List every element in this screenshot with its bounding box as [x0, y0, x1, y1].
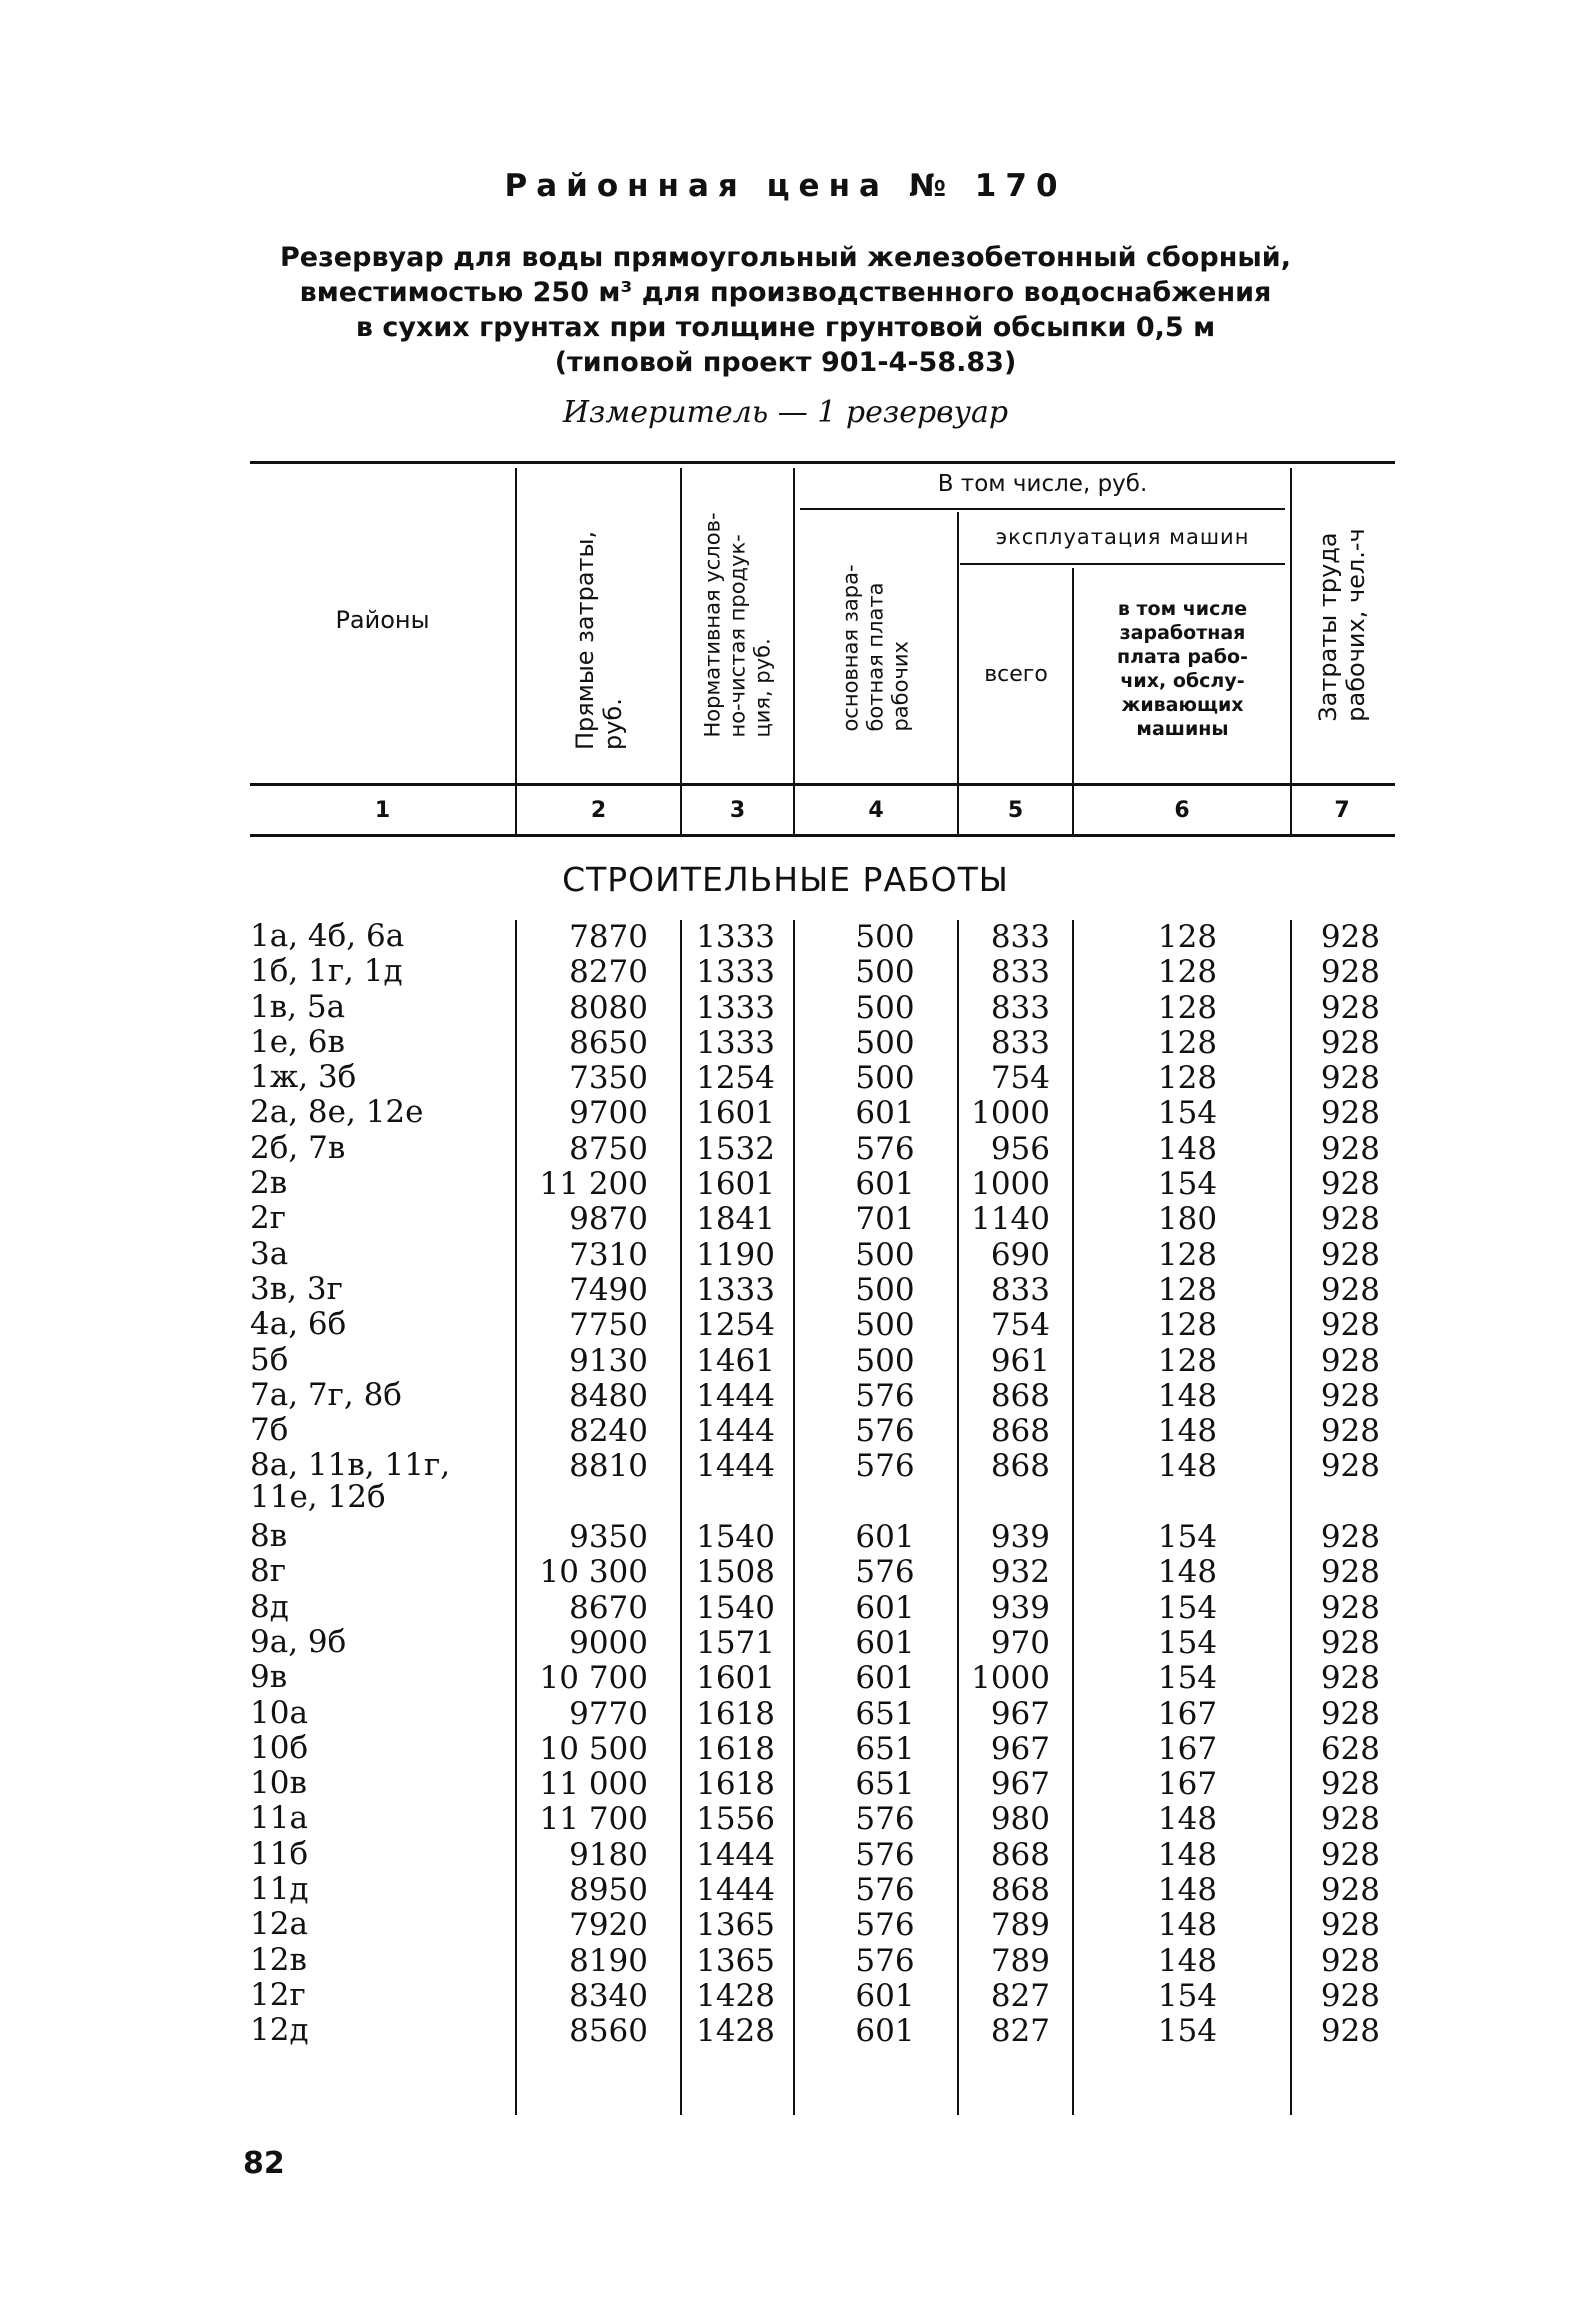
cell-region: 5б [250, 1341, 289, 1378]
cell-wages: 601 [855, 1095, 915, 1132]
table-row [0, 1270, 1571, 1308]
cell-normative: 1333 [696, 1024, 775, 1061]
table-row [0, 1976, 1571, 2014]
cell-machines-total: 1000 [971, 1166, 1050, 1203]
cell-region: 11б [250, 1835, 309, 1872]
cell-direct: 7490 [569, 1271, 648, 1308]
cell-region: 10а [250, 1694, 308, 1731]
cell-labor: 928 [1320, 1942, 1380, 1979]
cell-labor: 928 [1320, 1695, 1380, 1732]
cell-wages: 500 [855, 1024, 915, 1061]
cell-direct: 8560 [569, 2013, 648, 2050]
cell-region: 8в [250, 1518, 288, 1555]
cell-region: 12д [250, 2012, 309, 2049]
table-row [0, 1694, 1571, 1732]
cell-normative: 1618 [696, 1730, 775, 1767]
cell-wages: 500 [855, 1060, 915, 1097]
cell-region: 7б [250, 1412, 289, 1449]
cell-machines-total: 970 [990, 1624, 1050, 1661]
cell-normative: 1444 [696, 1836, 775, 1873]
cell-machine-wages: 180 [1157, 1201, 1218, 1238]
cell-region: 11д [250, 1871, 309, 1908]
measure-unit: Измеритель — 1 резервуар [562, 395, 1009, 430]
cell-machines-total: 789 [990, 1942, 1050, 1979]
header-labor-costs: Затраты труда рабочих, чел.-ч [1314, 528, 1370, 722]
cell-machines-total: 833 [990, 1024, 1050, 1061]
cell-normative: 1461 [696, 1342, 775, 1379]
cell-region: 3в, 3г [250, 1270, 343, 1307]
cell-machines-total: 833 [990, 954, 1050, 991]
cell-direct: 10 500 [539, 1730, 648, 1767]
column-number: 5 [1007, 798, 1024, 823]
cell-labor: 928 [1320, 1977, 1380, 2014]
cell-region: 1а, 4б, 6а [250, 918, 405, 954]
cell-region: 8а, 11в, 11г, 11е, 12б [250, 1447, 451, 1516]
cell-region: 12г [250, 1976, 306, 2013]
cell-machine-wages: 128 [1157, 1060, 1218, 1097]
cell-machines-total: 754 [990, 1307, 1050, 1344]
cell-direct: 11 200 [539, 1166, 648, 1203]
cell-machines-total: 939 [990, 1589, 1050, 1626]
table-row [0, 1449, 1571, 1520]
cell-wages: 500 [855, 1236, 915, 1273]
cell-machines-total: 868 [990, 1413, 1050, 1450]
column-number: 2 [590, 798, 607, 823]
cell-wages: 500 [855, 919, 915, 955]
cell-direct: 7870 [569, 919, 648, 955]
cell-direct: 11 000 [539, 1766, 648, 1803]
cell-labor: 928 [1320, 1448, 1380, 1485]
cell-wages: 576 [855, 1554, 915, 1591]
cell-machines-total: 956 [990, 1130, 1050, 1167]
table-body [0, 920, 1571, 2050]
header-machines-total: всего [984, 662, 1048, 687]
cell-region: 1ж, 3б [250, 1059, 357, 1096]
column-number: 3 [729, 798, 746, 823]
table-row [0, 1661, 1571, 1696]
cell-direct: 8750 [569, 1130, 648, 1167]
table-row [0, 1767, 1571, 1802]
cell-region: 10б [250, 1729, 309, 1766]
cell-normative: 1532 [696, 1130, 775, 1167]
cell-machine-wages: 128 [1157, 1024, 1218, 1061]
cell-machines-total: 833 [990, 989, 1050, 1026]
cell-machine-wages: 148 [1157, 1907, 1218, 1944]
cell-direct: 10 300 [539, 1554, 648, 1591]
cell-labor: 928 [1320, 1872, 1380, 1909]
cell-normative: 1254 [696, 1307, 775, 1344]
cell-labor: 928 [1320, 1271, 1380, 1308]
cell-machine-wages: 128 [1157, 1236, 1218, 1273]
subtitle-line: в сухих грунтах при толщине грунтовой обсыпки 0,5 м [355, 312, 1216, 343]
cell-wages: 500 [855, 1342, 915, 1379]
cell-labor: 928 [1320, 1201, 1380, 1238]
cell-labor: 928 [1320, 1377, 1380, 1414]
cell-region: 9в [250, 1659, 288, 1696]
cell-wages: 601 [855, 2013, 915, 2050]
cell-direct: 8270 [569, 954, 648, 991]
cell-direct: 9130 [569, 1342, 648, 1379]
cell-wages: 576 [855, 1413, 915, 1450]
cell-region: 1в, 5а [250, 988, 346, 1025]
cell-wages: 500 [855, 1307, 915, 1344]
cell-wages: 500 [855, 989, 915, 1026]
header-machine-operation: эксплуатация машин [995, 525, 1250, 549]
cell-direct: 9870 [569, 1201, 648, 1238]
cell-direct: 9770 [569, 1695, 648, 1732]
cell-region: 11а [250, 1800, 308, 1837]
cell-labor: 928 [1320, 954, 1380, 991]
cell-machine-wages: 148 [1157, 1130, 1218, 1167]
table-row [0, 1623, 1571, 1661]
table-top-rule [250, 461, 1395, 464]
cell-normative: 1190 [696, 1236, 775, 1273]
cell-normative: 1841 [696, 1201, 775, 1238]
cell-normative: 1444 [696, 1872, 775, 1909]
cell-machine-wages: 154 [1157, 1624, 1218, 1661]
cell-machines-total: 827 [990, 2013, 1050, 2050]
cell-labor: 928 [1320, 1166, 1380, 1203]
cell-wages: 601 [855, 1660, 915, 1697]
subtitle-line: (типовой проект 901-4-58.83) [554, 347, 1017, 378]
cell-wages: 500 [855, 1271, 915, 1308]
cell-labor: 928 [1320, 1624, 1380, 1661]
cell-machine-wages: 148 [1157, 1872, 1218, 1909]
cell-machines-total: 932 [990, 1554, 1050, 1591]
cell-machine-wages: 128 [1157, 1271, 1218, 1308]
cell-direct: 8340 [569, 1977, 648, 2014]
table-row [0, 1129, 1571, 1167]
cell-labor: 928 [1320, 1236, 1380, 1273]
machines-rule [960, 563, 1285, 565]
cell-wages: 651 [855, 1766, 915, 1803]
cell-region: 10в [250, 1765, 307, 1802]
header-group-including: В том числе, руб. [937, 471, 1148, 497]
cell-machine-wages: 154 [1157, 1095, 1218, 1132]
cell-region: 12в [250, 1941, 307, 1978]
cell-wages: 601 [855, 1977, 915, 2014]
cell-labor: 928 [1320, 2013, 1380, 2050]
header-direct-costs: Прямые затраты, руб. [570, 530, 627, 750]
table-row [0, 1729, 1571, 1767]
cell-normative: 1333 [696, 989, 775, 1026]
cell-machine-wages: 167 [1157, 1766, 1218, 1803]
cell-region: 3а [250, 1235, 289, 1272]
group-rule [800, 508, 1285, 510]
cell-wages: 576 [855, 1130, 915, 1167]
cell-normative: 1444 [696, 1413, 775, 1450]
cell-normative: 1428 [696, 2013, 775, 2050]
cell-wages: 601 [855, 1166, 915, 1203]
cell-region: 8г [250, 1553, 286, 1590]
cell-normative: 1601 [696, 1095, 775, 1132]
cell-region: 8д [250, 1588, 289, 1625]
table-row [0, 1308, 1571, 1343]
cell-normative: 1571 [696, 1624, 775, 1661]
cell-normative: 1444 [696, 1377, 775, 1414]
cell-normative: 1428 [696, 1977, 775, 2014]
column-number-rule [250, 834, 1395, 837]
cell-direct: 7920 [569, 1907, 648, 1944]
cell-wages: 601 [855, 1589, 915, 1626]
cell-normative: 1444 [696, 1448, 775, 1485]
cell-machines-total: 868 [990, 1872, 1050, 1909]
cell-machine-wages: 148 [1157, 1554, 1218, 1591]
cell-machine-wages: 148 [1157, 1377, 1218, 1414]
header-normative-production: Нормативная услов- но-чистая продук- ция, руб. [700, 512, 774, 738]
cell-machine-wages: 128 [1157, 1307, 1218, 1344]
table-row [0, 1167, 1571, 1202]
cell-normative: 1540 [696, 1589, 775, 1626]
cell-region: 1б, 1г, 1д [250, 953, 403, 990]
cell-labor: 928 [1320, 1130, 1380, 1167]
cell-machines-total: 1000 [971, 1095, 1050, 1132]
cell-normative: 1333 [696, 919, 775, 955]
cell-normative: 1618 [696, 1766, 775, 1803]
cell-wages: 576 [855, 1942, 915, 1979]
cell-direct: 8080 [569, 989, 648, 1026]
cell-direct: 9000 [569, 1624, 648, 1661]
cell-normative: 1333 [696, 954, 775, 991]
column-number: 6 [1174, 798, 1190, 823]
cell-direct: 8650 [569, 1024, 648, 1061]
cell-normative: 1365 [696, 1942, 775, 1979]
header-bottom-rule [250, 783, 1395, 786]
cell-machines-total: 967 [990, 1766, 1050, 1803]
table-row [0, 1096, 1571, 1131]
cell-labor: 928 [1320, 1801, 1380, 1838]
cell-machines-total: 1140 [971, 1201, 1050, 1238]
column-divider [957, 512, 959, 834]
cell-machine-wages: 154 [1157, 1519, 1218, 1556]
column-divider [1072, 568, 1074, 834]
cell-machine-wages: 154 [1157, 1166, 1218, 1203]
cell-machine-wages: 154 [1157, 1589, 1218, 1626]
table-row [0, 1376, 1571, 1414]
cell-region: 2в [250, 1165, 288, 1202]
price-title: Районная цена № 170 [504, 168, 1067, 204]
cell-machines-total: 868 [990, 1448, 1050, 1485]
cell-machine-wages: 148 [1157, 1413, 1218, 1450]
cell-labor: 928 [1320, 1589, 1380, 1626]
cell-normative: 1254 [696, 1060, 775, 1097]
table-row [0, 1023, 1571, 1061]
cell-labor: 928 [1320, 1060, 1380, 1097]
cell-wages: 701 [855, 1201, 915, 1238]
cell-normative: 1365 [696, 1907, 775, 1944]
cell-labor: 928 [1320, 1907, 1380, 1944]
cell-labor: 928 [1320, 919, 1380, 955]
cell-machine-wages: 128 [1157, 919, 1218, 955]
cell-machine-wages: 154 [1157, 2013, 1218, 2050]
cell-labor: 928 [1320, 1836, 1380, 1873]
column-number: 1 [374, 798, 391, 823]
cell-labor: 928 [1320, 1519, 1380, 1556]
table-row [0, 2014, 1571, 2049]
subtitle-line: Резервуар для воды прямоугольный железобетонный сборный, [280, 242, 1291, 273]
cell-wages: 601 [855, 1519, 915, 1556]
cell-machines-total: 789 [990, 1907, 1050, 1944]
cell-region: 1е, 6в [250, 1023, 345, 1060]
cell-wages: 576 [855, 1872, 915, 1909]
cell-normative: 1601 [696, 1166, 775, 1203]
cell-wages: 500 [855, 954, 915, 991]
cell-normative: 1508 [696, 1554, 775, 1591]
cell-machine-wages: 128 [1157, 1342, 1218, 1379]
cell-wages: 601 [855, 1624, 915, 1661]
cell-machine-wages: 148 [1157, 1942, 1218, 1979]
cell-labor: 928 [1320, 1095, 1380, 1132]
cell-wages: 576 [855, 1448, 915, 1485]
cell-direct: 8670 [569, 1589, 648, 1626]
cell-wages: 576 [855, 1907, 915, 1944]
cell-direct: 7310 [569, 1236, 648, 1273]
cell-direct: 9700 [569, 1095, 648, 1132]
cell-machine-wages: 128 [1157, 954, 1218, 991]
table-row [0, 1202, 1571, 1237]
cell-normative: 1601 [696, 1660, 775, 1697]
cell-region: 12а [250, 1906, 308, 1943]
cell-machines-total: 939 [990, 1519, 1050, 1556]
cell-wages: 651 [855, 1730, 915, 1767]
cell-labor: 928 [1320, 989, 1380, 1026]
cell-machines-total: 754 [990, 1060, 1050, 1097]
cell-region: 2г [250, 1200, 286, 1237]
cell-machines-total: 833 [990, 919, 1050, 955]
cell-direct: 8240 [569, 1413, 648, 1450]
cell-labor: 928 [1320, 1660, 1380, 1697]
column-number: 7 [1334, 798, 1350, 823]
cell-machine-wages: 148 [1157, 1801, 1218, 1838]
cell-machines-total: 868 [990, 1836, 1050, 1873]
table-row [0, 1235, 1571, 1273]
cell-direct: 7750 [569, 1307, 648, 1344]
table-row [0, 988, 1571, 1026]
cell-machines-total: 967 [990, 1730, 1050, 1767]
cell-labor: 928 [1320, 1413, 1380, 1450]
cell-labor: 928 [1320, 1307, 1380, 1344]
cell-machine-wages: 154 [1157, 1660, 1218, 1697]
cell-machine-wages: 128 [1157, 989, 1218, 1026]
table-row [0, 1555, 1571, 1590]
cell-machines-total: 868 [990, 1377, 1050, 1414]
cell-normative: 1618 [696, 1695, 775, 1732]
cell-direct: 10 700 [539, 1660, 648, 1697]
cell-wages: 651 [855, 1695, 915, 1732]
table-row [0, 1941, 1571, 1979]
cell-normative: 1540 [696, 1519, 775, 1556]
table-row [0, 1341, 1571, 1379]
cell-machine-wages: 148 [1157, 1448, 1218, 1485]
cell-machine-wages: 148 [1157, 1836, 1218, 1873]
header-machine-wages: в том числе заработная плата рабо- чих, обслу- живающих машины [1117, 598, 1248, 740]
table-row [0, 1588, 1571, 1626]
column-number: 4 [868, 798, 884, 823]
section-title: СТРОИТЕЛЬНЫЕ РАБОТЫ [562, 860, 1009, 899]
cell-region: 9а, 9б [250, 1623, 347, 1660]
cell-machines-total: 1000 [971, 1660, 1050, 1697]
header-regions: Районы [335, 606, 430, 634]
cell-direct: 9180 [569, 1836, 648, 1873]
cell-labor: 928 [1320, 1554, 1380, 1591]
cell-labor: 928 [1320, 1024, 1380, 1061]
table-row [0, 1414, 1571, 1449]
table-row [0, 1802, 1571, 1837]
cell-direct: 11 700 [539, 1801, 648, 1838]
table-row [0, 1520, 1571, 1555]
table-row [0, 1061, 1571, 1096]
cell-labor: 928 [1320, 1766, 1380, 1803]
cell-direct: 8480 [569, 1377, 648, 1414]
table-row [0, 1835, 1571, 1873]
cell-region: 7а, 7г, 8б [250, 1376, 402, 1413]
cell-machine-wages: 154 [1157, 1977, 1218, 2014]
cell-direct: 8950 [569, 1872, 648, 1909]
page-number: 82 [243, 2146, 285, 2181]
cell-wages: 576 [855, 1836, 915, 1873]
cell-normative: 1333 [696, 1271, 775, 1308]
cell-machines-total: 690 [990, 1236, 1050, 1273]
cell-wages: 576 [855, 1377, 915, 1414]
table-row [0, 1908, 1571, 1943]
cell-labor: 928 [1320, 1342, 1380, 1379]
cell-direct: 7350 [569, 1060, 648, 1097]
cell-region: 4а, 6б [250, 1306, 347, 1343]
table-row [0, 955, 1571, 990]
table-row [0, 1873, 1571, 1908]
cell-direct: 8190 [569, 1942, 648, 1979]
cell-region: 2б, 7в [250, 1129, 346, 1166]
cell-machines-total: 827 [990, 1977, 1050, 2014]
table-row [0, 920, 1571, 955]
cell-machines-total: 980 [990, 1801, 1050, 1838]
cell-machine-wages: 167 [1157, 1730, 1218, 1767]
header-base-wages: основная зара- ботная плата рабочих [838, 563, 913, 732]
cell-region: 2а, 8е, 12е [250, 1094, 424, 1131]
cell-labor: 628 [1320, 1730, 1380, 1767]
subtitle [0, 240, 1571, 380]
cell-normative: 1556 [696, 1801, 775, 1838]
cell-direct: 8810 [569, 1448, 648, 1485]
cell-machine-wages: 167 [1157, 1695, 1218, 1732]
cell-direct: 9350 [569, 1519, 648, 1556]
subtitle-line: вместимостью 250 м³ для производственного водоснабжения [299, 277, 1272, 308]
cell-wages: 576 [855, 1801, 915, 1838]
cell-machines-total: 961 [990, 1342, 1050, 1379]
cell-machines-total: 833 [990, 1271, 1050, 1308]
cell-machines-total: 967 [990, 1695, 1050, 1732]
